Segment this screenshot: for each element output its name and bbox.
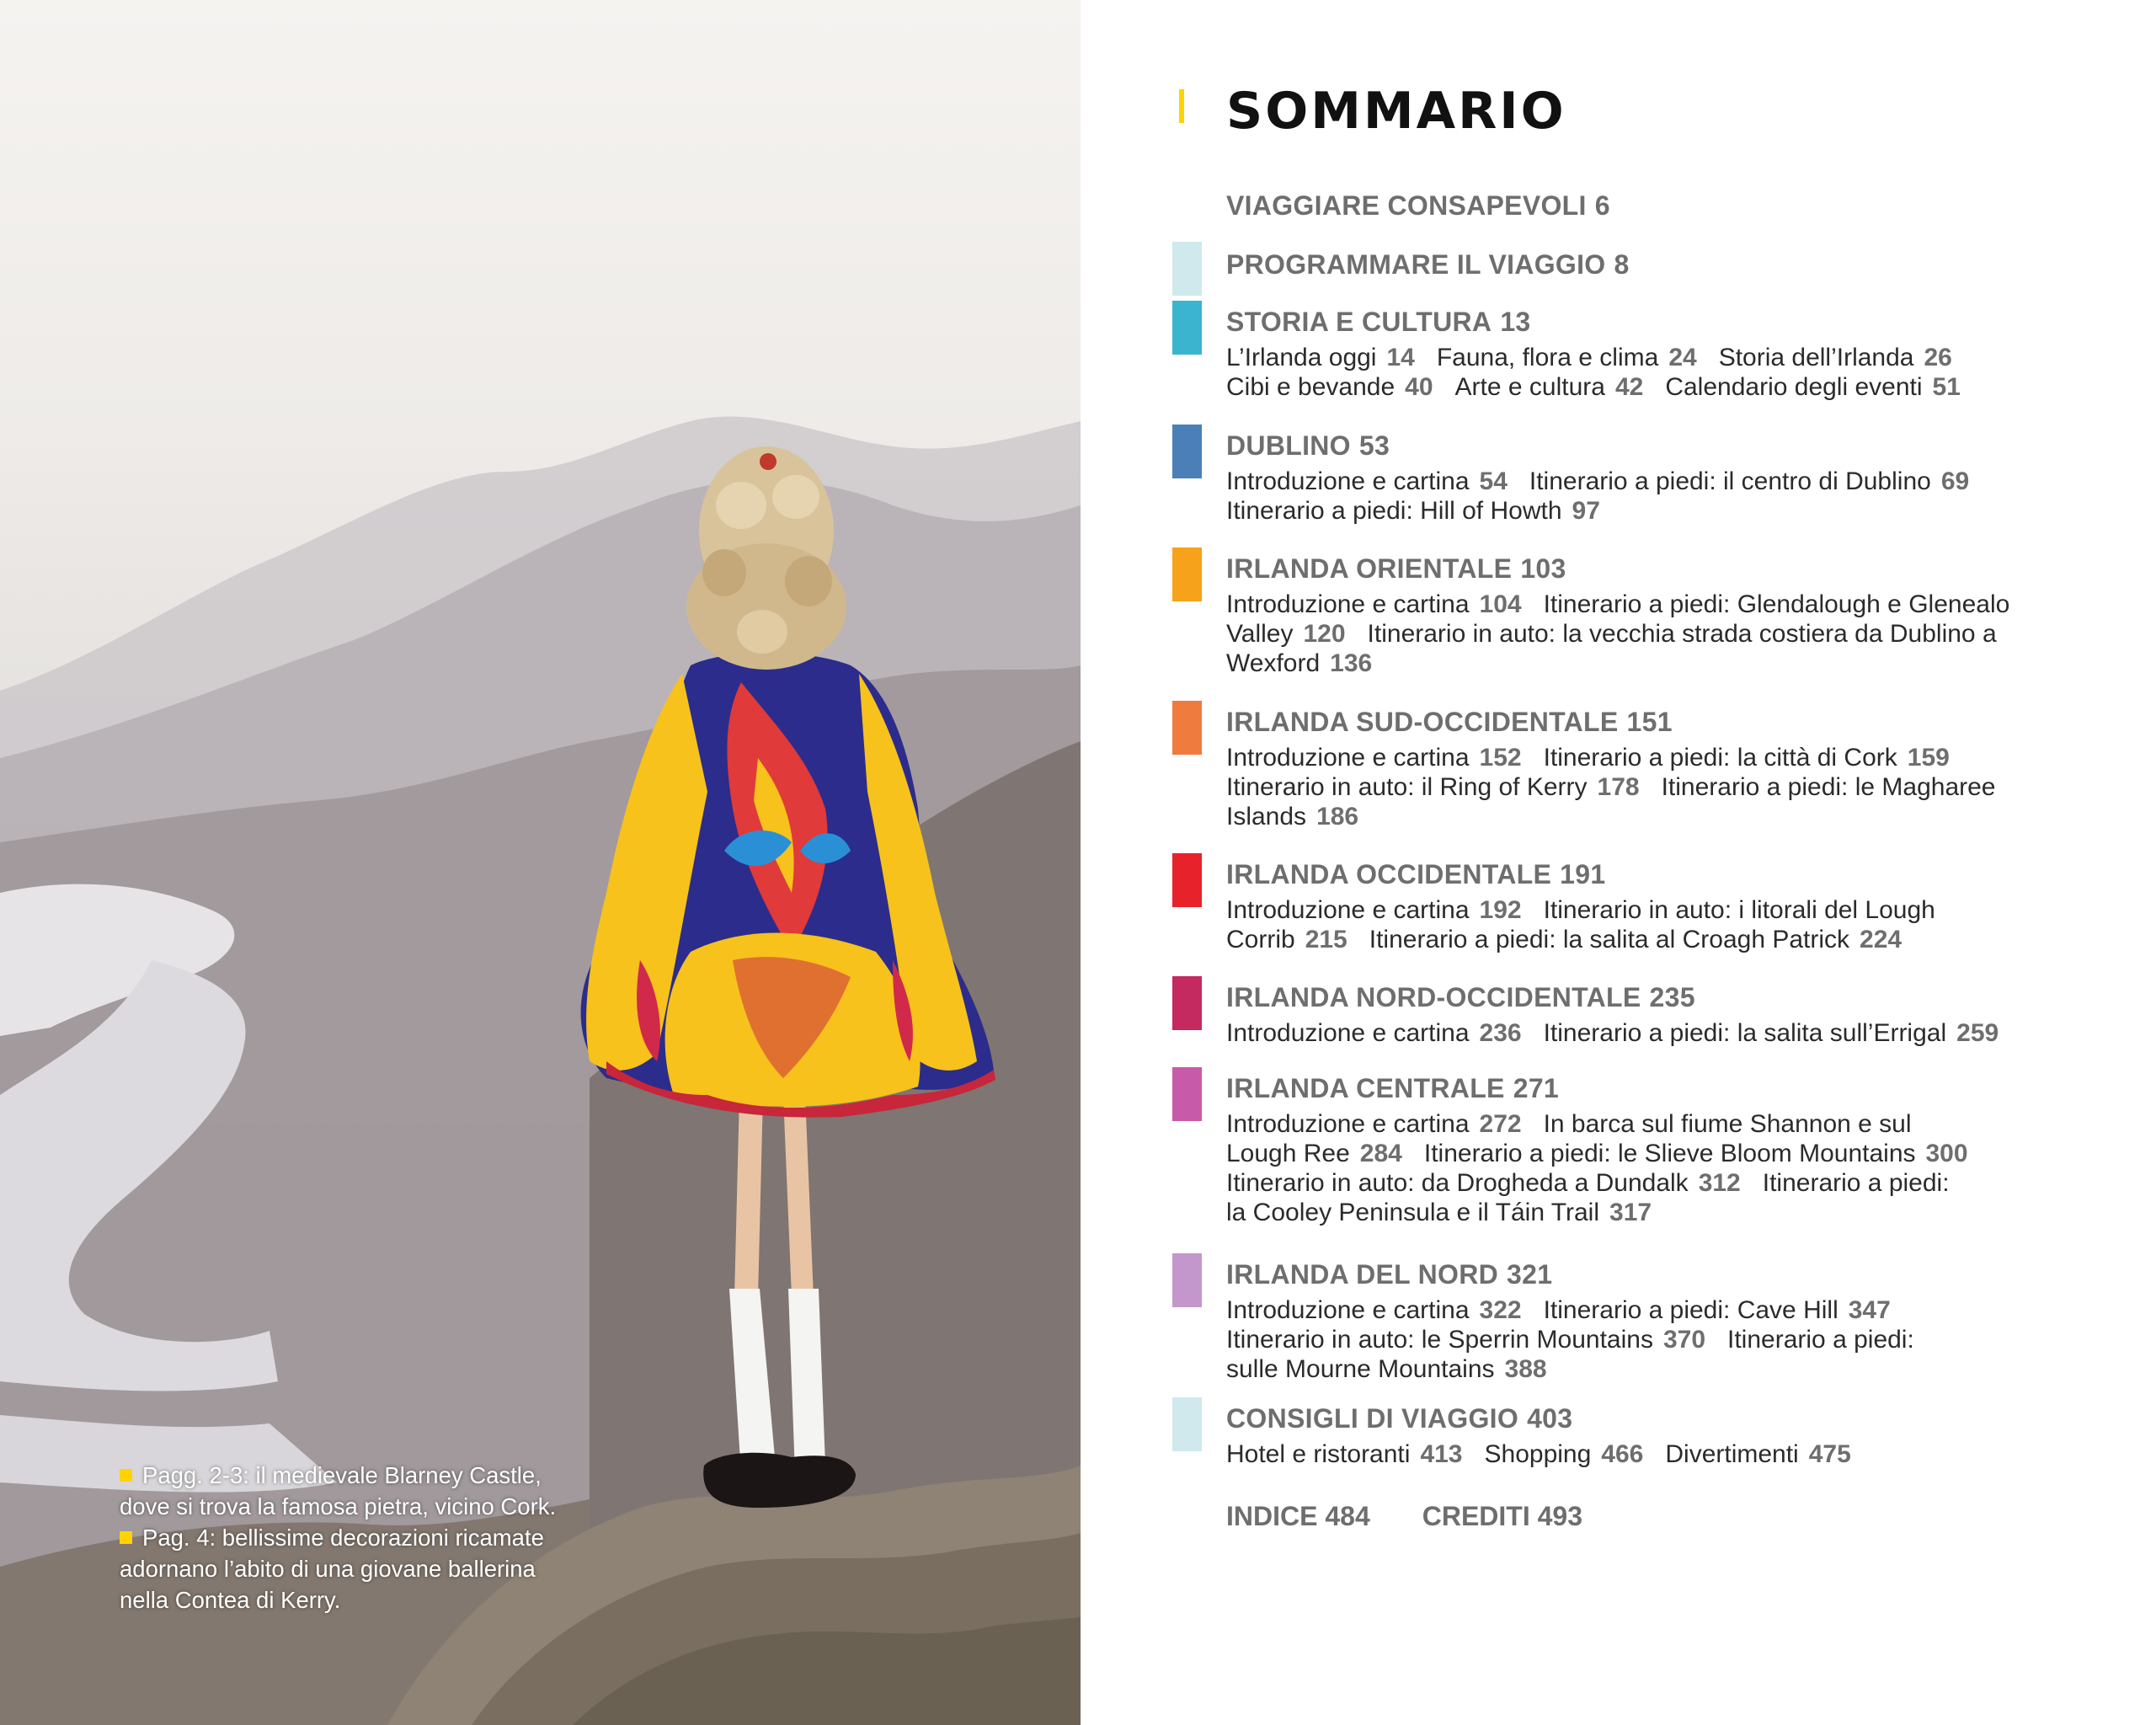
section-page-number: 53 [1358,430,1390,461]
caption-bullet-icon [120,1469,132,1482]
section-title: IRLANDA SUD-OCCIDENTALE [1226,707,1619,737]
section-color-swatch [1172,425,1202,478]
entry-link[interactable]: Introduzione e cartina [1226,1019,1470,1047]
entry-page-number: 317 [1609,1199,1652,1226]
entry-link[interactable]: Arte e cultura [1454,373,1605,401]
section-heading[interactable] [1226,858,2052,890]
entry-page-number: 224 [1860,926,1903,953]
entry-link[interactable]: Introduzione e cartina [1226,1296,1470,1324]
title-accent-bar [1179,89,1184,123]
entry-line [1226,772,2052,802]
section-title: VIAGGIARE CONSAPEVOLI [1226,190,1587,221]
section-body [1226,1072,2052,1227]
section-body [1226,430,2052,526]
entry-page-number: 388 [1504,1355,1547,1383]
section-body [1226,981,2052,1048]
entry-page-number: 475 [1808,1440,1851,1468]
section-body [1226,190,2052,222]
section-color-swatch [1172,853,1202,907]
section-heading[interactable] [1226,1072,2052,1104]
entry-link[interactable]: Itinerario a piedi: [1727,1326,1914,1354]
section-body [1226,858,2052,954]
entry-line [1226,1139,2052,1168]
section-heading[interactable] [1226,248,2052,280]
toc-section [1172,981,2132,1082]
entry-link[interactable]: Islands [1226,803,1307,830]
entry-line [1226,1325,2052,1354]
entry-link[interactable]: Itinerario in auto: le Sperrin Mountains [1226,1326,1653,1354]
entry-link[interactable]: la Cooley Peninsula e il Táin Trail [1226,1199,1600,1226]
entry-page-number: 24 [1668,344,1697,371]
entry-page-number: 69 [1940,467,1970,495]
toc-section [1172,706,2132,830]
section-color-swatch [1172,1397,1202,1451]
entry-page-number: 54 [1479,467,1508,495]
entry-page-number: 215 [1305,926,1348,953]
entry-link[interactable]: Itinerario a piedi: il centro di Dublino [1529,467,1931,495]
section-page-number: 8 [1614,249,1630,280]
section-page-number: 321 [1507,1259,1553,1290]
section-page-number: 271 [1513,1073,1560,1103]
entry-link[interactable]: Itinerario a piedi: la salita al Croagh Patrick [1369,926,1850,953]
section-title: IRLANDA OCCIDENTALE [1226,859,1552,889]
entry-page-number: 322 [1479,1296,1522,1324]
entry-link[interactable]: Itinerario a piedi: [1762,1169,1950,1197]
toc-section [1172,553,2132,677]
entry-link[interactable]: Itinerario a piedi: le Magharee [1661,773,1996,801]
section-heading[interactable] [1226,430,2052,462]
entry-page-number: 152 [1479,744,1522,772]
entry-line [1226,496,2052,526]
section-heading[interactable] [1226,1258,2052,1290]
section-body [1226,553,2052,678]
toc-entry-indice[interactable]: INDICE 484 [1226,1501,1370,1531]
entry-page-number: 26 [1924,344,1952,371]
entry-page-number: 97 [1572,497,1600,525]
section-entries [1226,1439,2052,1469]
toc-section [1172,1258,2132,1383]
entry-link[interactable]: Valley [1226,620,1294,648]
entry-page-number: 259 [1956,1019,1999,1047]
section-title: IRLANDA CENTRALE [1226,1073,1505,1103]
section-heading[interactable] [1226,553,2052,585]
section-page-number: 191 [1560,859,1606,889]
entry-line [1226,1168,2052,1198]
section-title: IRLANDA ORIENTALE [1226,553,1513,584]
entry-line [1226,1109,2052,1139]
entry-page-number: 51 [1932,373,1961,401]
section-color-swatch [1172,976,1202,1030]
section-color-swatch [1172,301,1202,355]
entry-link[interactable]: Itinerario a piedi: la città di Cork [1543,744,1897,772]
section-title: DUBLINO [1226,430,1351,461]
entry-link[interactable]: Introduzione e cartina [1226,744,1470,772]
entry-link[interactable]: Corrib [1226,926,1295,953]
entry-page-number: 40 [1405,373,1433,401]
entry-line [1226,649,2052,678]
toc-section [1172,306,2132,407]
toc-section [1172,430,2132,531]
entry-line [1226,802,2052,831]
entry-link[interactable]: Itinerario a piedi: Glendalough e Glenealo [1543,590,2010,618]
entry-page-number: 136 [1330,649,1373,677]
section-title: CONSIGLI DI VIAGGIO [1226,1403,1519,1434]
entry-line [1226,343,2052,372]
section-entries [1226,743,2052,831]
entry-page-number: 312 [1698,1169,1741,1197]
section-heading[interactable] [1226,1402,2052,1434]
entry-page-number: 284 [1359,1140,1402,1167]
entry-link[interactable]: Itinerario in auto: il Ring of Kerry [1226,773,1588,801]
page-title: SOMMARIO [1226,82,1566,141]
entry-link[interactable]: Introduzione e cartina [1226,1110,1470,1138]
entry-link[interactable]: Itinerario a piedi: la salita sull’Errigal [1543,1019,1947,1047]
entry-line [1226,372,2052,402]
entry-page-number: 192 [1479,896,1522,924]
section-page-number: 13 [1500,307,1531,337]
entry-page-number: 42 [1614,373,1644,401]
entry-page-number: 120 [1303,620,1346,648]
section-color-swatch [1172,1067,1202,1121]
entry-link[interactable]: Itinerario a piedi: Cave Hill [1543,1296,1838,1324]
photo-caption [120,1460,591,1616]
section-page-number: 6 [1594,190,1610,221]
entry-line [1226,1018,2052,1048]
entry-link[interactable]: Itinerario in auto: la vecchia strada costiera da Dublino a [1367,620,1997,648]
entry-link[interactable]: Introduzione e cartina [1226,896,1470,924]
entry-link[interactable]: Introduzione e cartina [1226,467,1470,495]
section-body [1226,248,2052,280]
entry-link[interactable]: Divertimenti [1665,1440,1799,1468]
entry-link[interactable]: Itinerario in auto: i litorali del Lough [1543,896,1935,924]
entry-link[interactable]: L’Irlanda oggi [1226,344,1377,371]
toc-entry-crediti[interactable]: CREDITI 493 [1422,1501,1583,1531]
entry-link[interactable]: Hotel e ristoranti [1226,1440,1411,1468]
entry-line [1226,925,2052,954]
section-body [1226,1402,2052,1469]
entry-line [1226,619,2052,649]
section-color-swatch [1172,1253,1202,1307]
section-title: PROGRAMMARE IL VIAGGIO [1226,249,1606,280]
section-page-number: 403 [1527,1403,1573,1434]
entry-line [1226,1439,2052,1469]
section-entries [1226,895,2052,954]
table-of-contents [1081,0,2156,1725]
section-heading[interactable] [1226,190,2052,222]
entry-line [1226,590,2052,619]
entry-link[interactable]: Storia dell’Irlanda [1718,344,1914,371]
section-title: IRLANDA DEL NORD [1226,1259,1499,1290]
section-color-swatch [1172,547,1202,601]
caption-line: Pag. 4: bellissime decorazioni ricamate [120,1522,591,1553]
entry-link[interactable]: Fauna, flora e clima [1436,344,1659,371]
entry-page-number: 178 [1597,773,1640,801]
section-entries [1226,1018,2052,1048]
section-body [1226,706,2052,831]
section-heading[interactable] [1226,981,2052,1013]
entry-page-number: 186 [1316,803,1359,830]
entry-page-number: 466 [1601,1440,1644,1468]
entry-page-number: 347 [1848,1296,1891,1324]
section-entries [1226,1109,2052,1227]
section-entries [1226,1295,2052,1384]
toc-final-entries [1226,1500,1582,1532]
section-color-swatch [1172,701,1202,755]
section-body [1226,1258,2052,1384]
section-title: IRLANDA NORD-OCCIDENTALE [1226,982,1641,1012]
entry-link[interactable]: Introduzione e cartina [1226,590,1470,618]
entry-link[interactable]: Cibi e bevande [1226,373,1396,401]
entry-page-number: 413 [1420,1440,1463,1468]
entry-link[interactable]: In barca sul fiume Shannon e sul [1543,1110,1912,1138]
section-entries [1226,590,2052,678]
entry-link[interactable]: Wexford [1226,649,1321,677]
section-page-number: 151 [1626,707,1673,737]
toc-section [1172,1072,2132,1226]
entry-line [1226,1295,2052,1325]
section-body [1226,306,2052,402]
toc-section [1172,858,2132,959]
entry-line [1226,467,2052,496]
section-color-swatch [1172,242,1202,296]
caption-line: Pagg. 2-3: il medievale Blarney Castle, [120,1460,591,1491]
entry-line [1226,743,2052,772]
section-page-number: 103 [1520,553,1566,584]
caption-line: nella Contea di Kerry. [120,1587,341,1613]
entry-link[interactable]: Itinerario in auto: da Drogheda a Dundalk [1226,1169,1689,1197]
entry-link[interactable]: Itinerario a piedi: Hill of Howth [1226,497,1562,525]
section-heading[interactable] [1226,306,2052,338]
section-heading[interactable] [1226,706,2052,738]
entry-line [1226,1198,2052,1227]
entry-link[interactable]: Itinerario a piedi: le Slieve Bloom Mountains [1423,1140,1916,1167]
entry-page-number: 300 [1925,1140,1968,1167]
entry-page-number: 104 [1479,590,1522,618]
entry-page-number: 14 [1386,344,1415,371]
section-entries [1226,467,2052,526]
entry-link[interactable]: Shopping [1484,1440,1592,1468]
caption-line: adornano l’abito di una giovane ballerina [120,1556,536,1582]
caption-bullet-icon [120,1531,132,1544]
section-title: STORIA E CULTURA [1226,307,1492,337]
entry-page-number: 272 [1479,1110,1522,1138]
entry-page-number: 159 [1907,744,1950,772]
entry-page-number: 236 [1479,1019,1522,1047]
toc-section [1172,1402,2132,1503]
caption-line: dove si trova la famosa pietra, vicino Cork. [120,1493,557,1519]
entry-page-number: 370 [1662,1326,1706,1354]
entry-line [1226,895,2052,925]
section-page-number: 235 [1649,982,1695,1012]
entry-line [1226,1354,2052,1384]
section-entries [1226,343,2052,402]
entry-link[interactable]: Calendario degli eventi [1665,373,1923,401]
entry-link[interactable]: sulle Mourne Mountains [1226,1355,1495,1383]
entry-link[interactable]: Lough Ree [1226,1140,1350,1167]
